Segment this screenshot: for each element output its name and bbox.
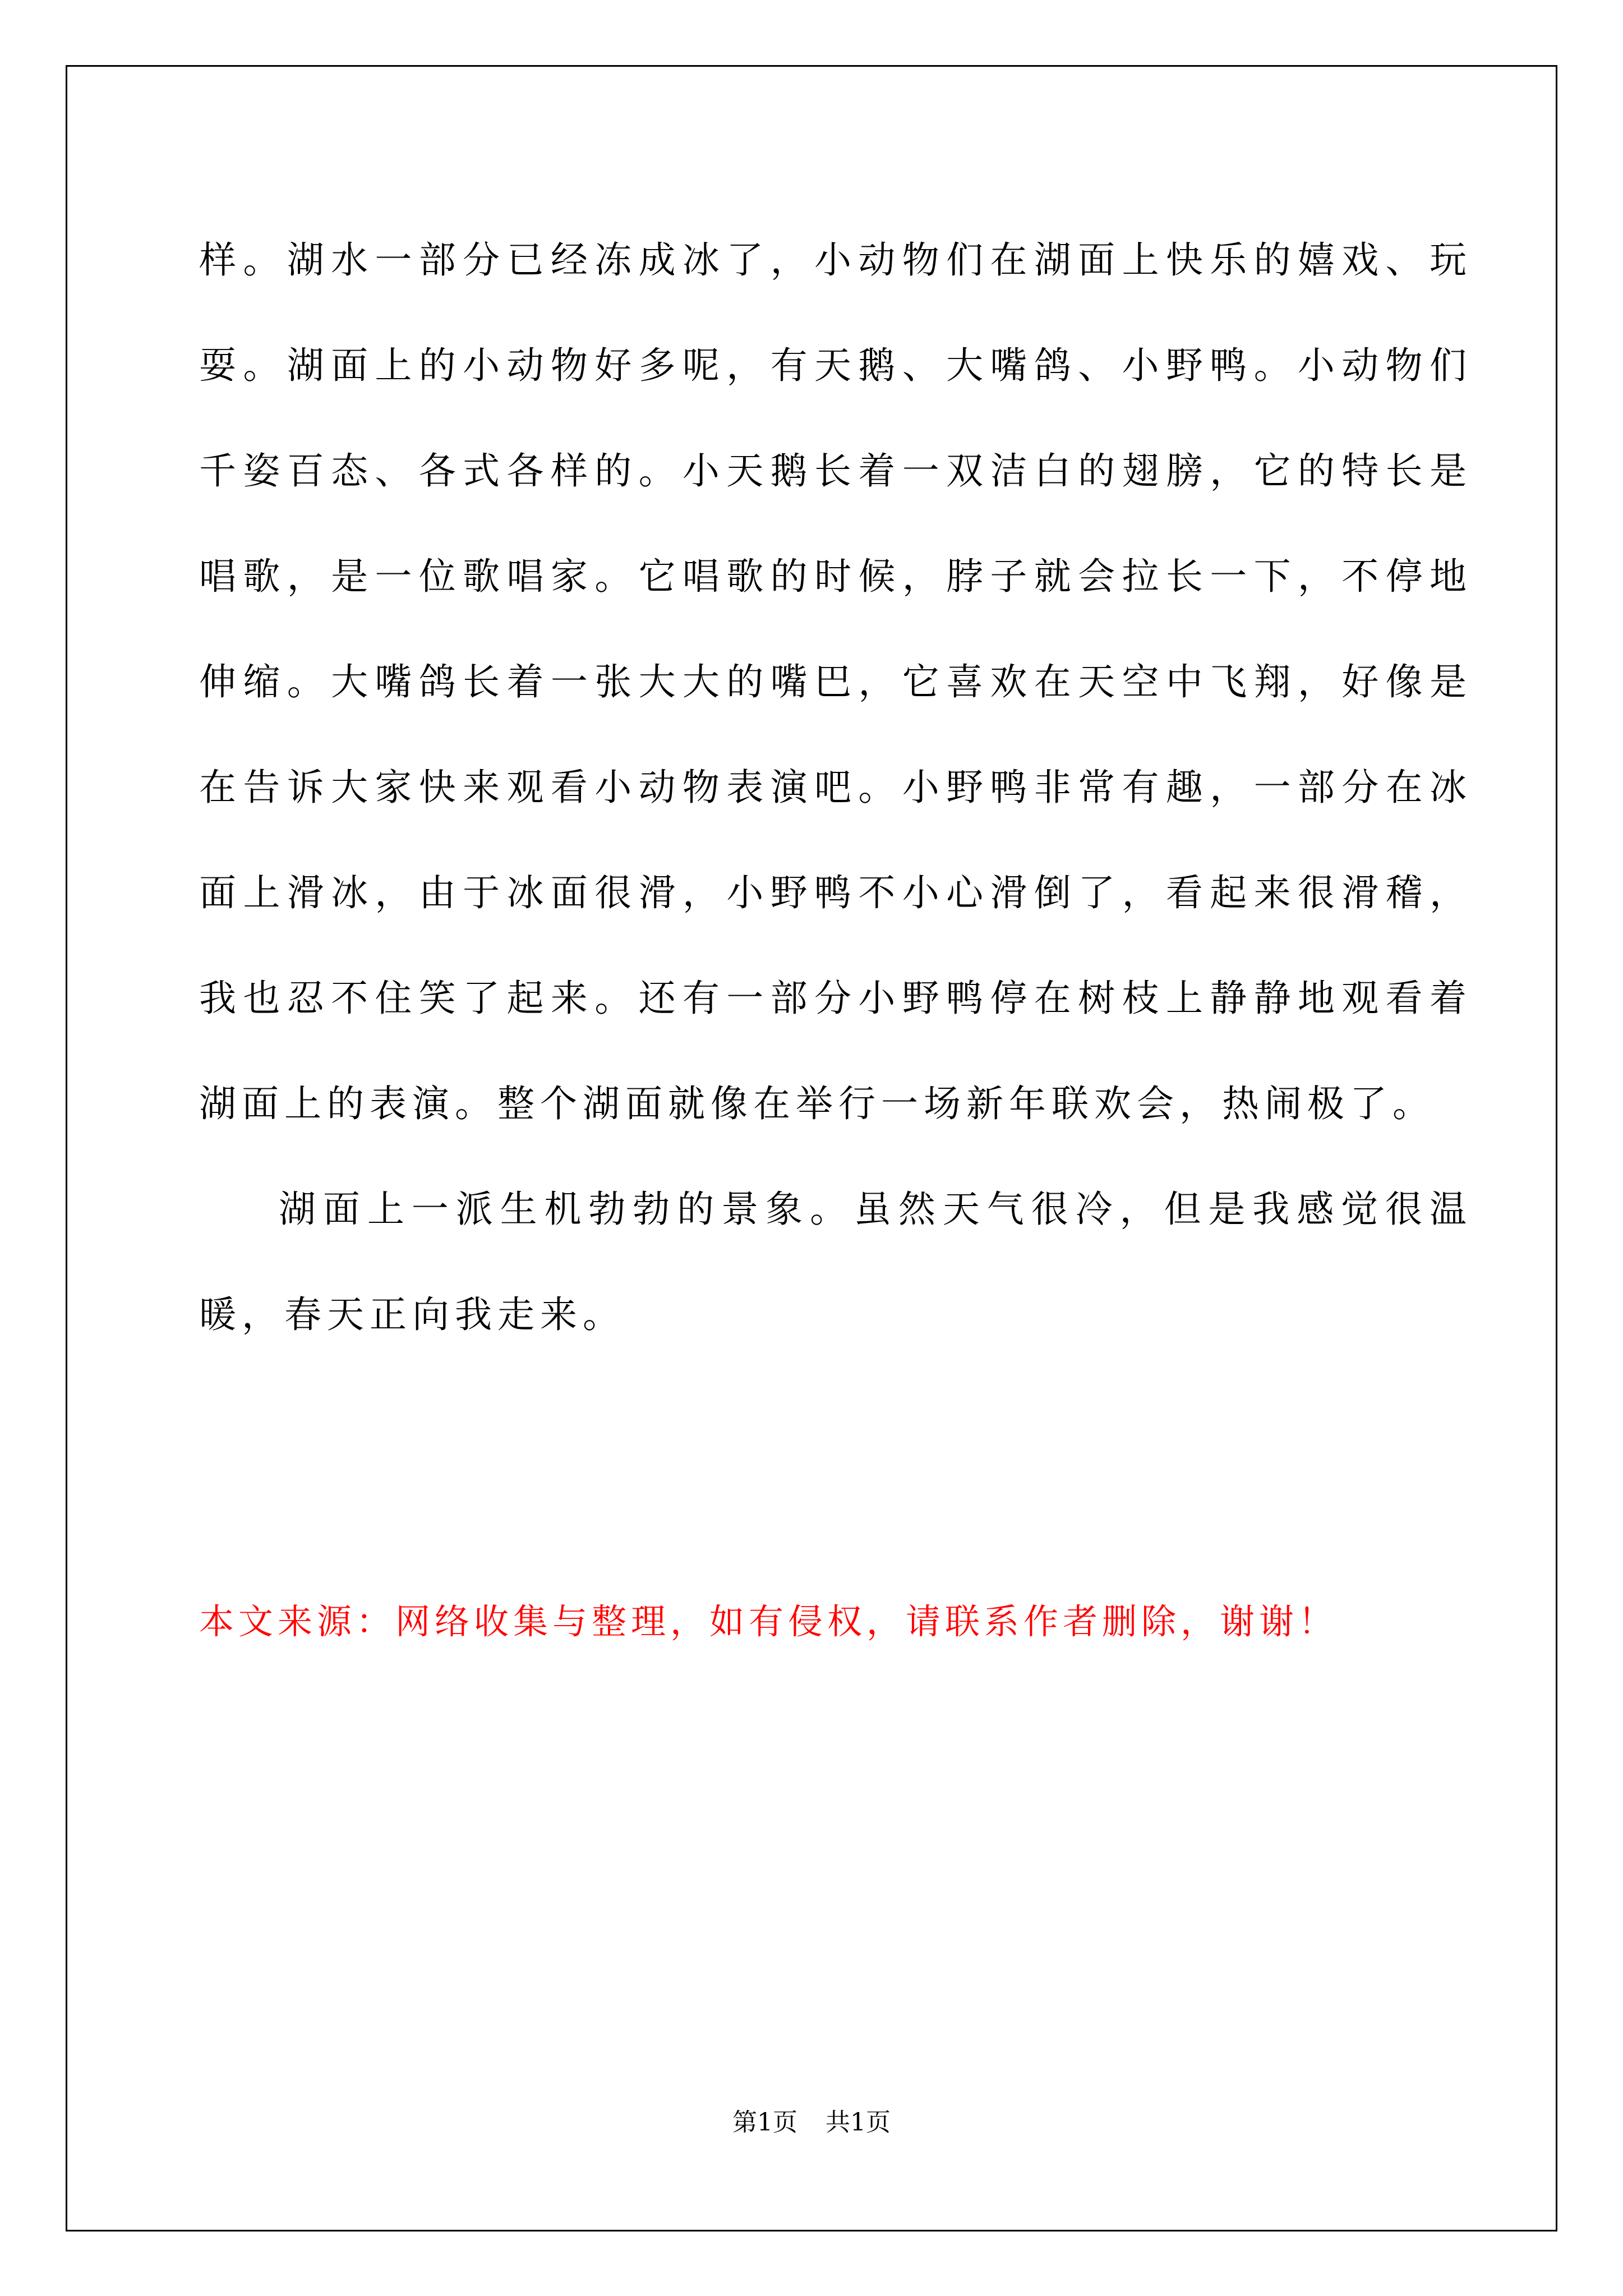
page-footer: [0, 2106, 1623, 2139]
source-note: 本文来源：网络收集与整理，如有侵权，请联系作者删除，谢谢！: [199, 1601, 1338, 1642]
paragraph-continued: 样。湖水一部分已经冻成冰了，小动物们在湖面上快乐的嬉戏、玩耍。湖面上的小动物好多呢，有天鹅、大嘴鸽、小野鸭。小动物们千姿百态、各式各样的。小天鹅长着一双洁白的翅膀，它的特长是唱歌，是一位歌唱家。它唱歌的时候，脖子就会拉长一下，不停地伸缩。大嘴鸽长着一张大大的嘴巴，它喜欢在天空中飞翔，好像是在告诉大家快来观看小动物表演吧。小野鸭非常有趣，一部分在冰面上滑冰，由于冰面很滑，小野鸭不小心滑倒了，看起来很滑稽，我也忍不住笑了起来。还有一部分小野鸭停在树枝上静静地观看着湖面上的表演。整个湖面就像在举行一场新年联欢会，热闹极了。: [199, 238, 1472, 1125]
paragraph-conclusion: 湖面上一派生机勃勃的景象。虽然天气很冷，但是我感觉很温暖，春天正向我走来。: [199, 1188, 1472, 1336]
page-number-current: 第1页: [732, 2108, 797, 2137]
document-body: [199, 208, 1472, 1368]
page-number-total: 共1页: [826, 2108, 891, 2137]
